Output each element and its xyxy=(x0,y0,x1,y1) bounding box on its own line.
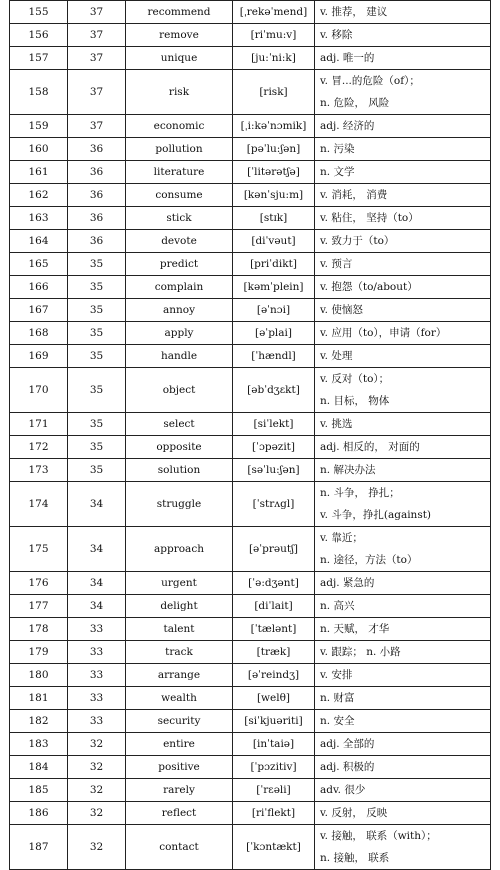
phonetic-cell: [riˈmu:v] xyxy=(233,24,315,47)
frequency-cell: 35 xyxy=(68,253,126,276)
frequency-cell: 35 xyxy=(68,276,126,299)
meaning-line: v. 抱怨（to/about） xyxy=(320,281,418,293)
meaning-cell xyxy=(315,687,491,710)
frequency-cell: 32 xyxy=(68,825,126,870)
meaning-line: n. 危险， 风险 xyxy=(320,97,390,109)
phonetic-cell: [ˈlitərətʃə] xyxy=(233,161,315,184)
meaning-cell xyxy=(315,276,491,299)
meaning-cell xyxy=(315,138,491,161)
word-cell: remove xyxy=(126,24,233,47)
row-number-cell: 161 xyxy=(10,161,68,184)
meaning-line: adj. 唯一的 xyxy=(320,52,375,64)
word-cell: economic xyxy=(126,115,233,138)
meaning-cell xyxy=(315,641,491,664)
row-number-cell: 177 xyxy=(10,595,68,618)
word-cell: apply xyxy=(126,322,233,345)
frequency-cell: 35 xyxy=(68,413,126,436)
meaning-cell xyxy=(315,161,491,184)
phonetic-cell: [stɪk] xyxy=(233,207,315,230)
row-number-cell: 179 xyxy=(10,641,68,664)
frequency-cell: 34 xyxy=(68,572,126,595)
meaning-cell xyxy=(315,664,491,687)
meaning-line: v. 消耗， 消费 xyxy=(320,189,388,201)
frequency-cell: 33 xyxy=(68,618,126,641)
meaning-line: adj. 相反的， 对面的 xyxy=(320,441,420,453)
phonetic-cell: [welθ] xyxy=(233,687,315,710)
table-row xyxy=(10,115,491,138)
meaning-line: v. 靠近； xyxy=(320,532,363,544)
meaning-line: v. 安排 xyxy=(320,669,353,681)
word-cell: security xyxy=(126,710,233,733)
phonetic-cell: [əbˈdʒɛkt] xyxy=(233,368,315,413)
phonetic-cell: [inˈtaiə] xyxy=(233,733,315,756)
row-number-cell: 185 xyxy=(10,779,68,802)
word-cell: consume xyxy=(126,184,233,207)
meaning-cell xyxy=(315,618,491,641)
frequency-cell: 37 xyxy=(68,70,126,115)
meaning-cell xyxy=(315,436,491,459)
meaning-cell xyxy=(315,413,491,436)
table-row xyxy=(10,733,491,756)
phonetic-cell: [kənˈsju:m] xyxy=(233,184,315,207)
word-cell: arrange xyxy=(126,664,233,687)
table-row xyxy=(10,345,491,368)
meaning-cell xyxy=(315,115,491,138)
row-number-cell: 163 xyxy=(10,207,68,230)
phonetic-cell: [pəˈlu:ʃən] xyxy=(233,138,315,161)
meaning-cell xyxy=(315,184,491,207)
meaning-line: v. 使恼怒 xyxy=(320,304,363,316)
frequency-cell: 32 xyxy=(68,802,126,825)
phonetic-cell: [əˈprəutʃ] xyxy=(233,527,315,572)
table-row xyxy=(10,161,491,184)
meaning-line: n. 安全 xyxy=(320,715,355,727)
word-cell: entire xyxy=(126,733,233,756)
frequency-cell: 37 xyxy=(68,47,126,70)
meaning-cell xyxy=(315,24,491,47)
frequency-cell: 32 xyxy=(68,779,126,802)
word-cell: unique xyxy=(126,47,233,70)
frequency-cell: 35 xyxy=(68,436,126,459)
phonetic-cell: [əˈreindʒ] xyxy=(233,664,315,687)
meaning-cell xyxy=(315,253,491,276)
table-row xyxy=(10,618,491,641)
word-cell: select xyxy=(126,413,233,436)
phonetic-cell: [siˈkjuəriti] xyxy=(233,710,315,733)
table-row xyxy=(10,47,491,70)
meaning-cell xyxy=(315,482,491,527)
meaning-line: adj. 积极的 xyxy=(320,761,375,773)
meaning-cell xyxy=(315,595,491,618)
meaning-cell xyxy=(315,802,491,825)
phonetic-cell: [diˈlait] xyxy=(233,595,315,618)
meaning-line: adj. 经济的 xyxy=(320,120,375,132)
meaning-cell xyxy=(315,572,491,595)
phonetic-cell: [priˈdikt] xyxy=(233,253,315,276)
frequency-cell: 36 xyxy=(68,230,126,253)
word-cell: contact xyxy=(126,825,233,870)
meaning-line: v. 推荐， 建议 xyxy=(320,6,388,18)
table-row xyxy=(10,482,491,527)
phonetic-cell: [ˈkɔntækt] xyxy=(233,825,315,870)
row-number-cell: 178 xyxy=(10,618,68,641)
table-row xyxy=(10,207,491,230)
frequency-cell: 33 xyxy=(68,687,126,710)
frequency-cell: 33 xyxy=(68,664,126,687)
table-row xyxy=(10,779,491,802)
table-row xyxy=(10,459,491,482)
meaning-cell xyxy=(315,47,491,70)
row-number-cell: 165 xyxy=(10,253,68,276)
frequency-cell: 35 xyxy=(68,459,126,482)
frequency-cell: 34 xyxy=(68,527,126,572)
phonetic-cell: [ˌrekəˈmend] xyxy=(233,1,315,24)
meaning-cell xyxy=(315,70,491,115)
row-number-cell: 176 xyxy=(10,572,68,595)
table-row xyxy=(10,572,491,595)
phonetic-cell: [ˌi:kəˈnɔmik] xyxy=(233,115,315,138)
table-row xyxy=(10,710,491,733)
meaning-line: v. 反对（to）； xyxy=(320,373,390,385)
table-row xyxy=(10,70,491,115)
meaning-cell xyxy=(315,459,491,482)
meaning-line: n. 污染 xyxy=(320,143,355,155)
row-number-cell: 162 xyxy=(10,184,68,207)
table-row xyxy=(10,825,491,870)
meaning-line: n. 解决办法 xyxy=(320,464,376,476)
row-number-cell: 158 xyxy=(10,70,68,115)
frequency-cell: 36 xyxy=(68,207,126,230)
phonetic-cell: [əˈnɔi] xyxy=(233,299,315,322)
meaning-line: n. 目标， 物体 xyxy=(320,395,390,407)
phonetic-cell: [ˈstrʌgl] xyxy=(233,482,315,527)
table-row xyxy=(10,276,491,299)
table-row xyxy=(10,664,491,687)
table-row xyxy=(10,138,491,161)
row-number-cell: 183 xyxy=(10,733,68,756)
frequency-cell: 34 xyxy=(68,482,126,527)
phonetic-cell: [ˈtælənt] xyxy=(233,618,315,641)
word-cell: rarely xyxy=(126,779,233,802)
frequency-cell: 33 xyxy=(68,710,126,733)
meaning-line: v. 处理 xyxy=(320,350,353,362)
frequency-cell: 37 xyxy=(68,24,126,47)
meaning-cell xyxy=(315,322,491,345)
meaning-line: adj. 紧急的 xyxy=(320,577,375,589)
word-cell: wealth xyxy=(126,687,233,710)
word-cell: complain xyxy=(126,276,233,299)
word-cell: approach xyxy=(126,527,233,572)
table-row xyxy=(10,322,491,345)
row-number-cell: 175 xyxy=(10,527,68,572)
table-row xyxy=(10,1,491,24)
meaning-line: v. 接触， 联系（with）； xyxy=(320,830,437,842)
row-number-cell: 173 xyxy=(10,459,68,482)
row-number-cell: 187 xyxy=(10,825,68,870)
meaning-line: v. 应用（to），申请（for） xyxy=(320,327,447,339)
word-cell: handle xyxy=(126,345,233,368)
meaning-line: v. 挑选 xyxy=(320,418,353,430)
word-cell: solution xyxy=(126,459,233,482)
meaning-cell xyxy=(315,207,491,230)
table-row xyxy=(10,802,491,825)
row-number-cell: 184 xyxy=(10,756,68,779)
phonetic-cell: [ˈhændl] xyxy=(233,345,315,368)
meaning-cell xyxy=(315,1,491,24)
frequency-cell: 32 xyxy=(68,733,126,756)
word-cell: struggle xyxy=(126,482,233,527)
word-cell: pollution xyxy=(126,138,233,161)
table-row xyxy=(10,527,491,572)
meaning-line: v. 移除 xyxy=(320,29,353,41)
meaning-line: adj. 全部的 xyxy=(320,738,375,750)
meaning-cell xyxy=(315,756,491,779)
meaning-cell xyxy=(315,299,491,322)
row-number-cell: 182 xyxy=(10,710,68,733)
table-row xyxy=(10,230,491,253)
frequency-cell: 36 xyxy=(68,138,126,161)
row-number-cell: 169 xyxy=(10,345,68,368)
table-row xyxy=(10,641,491,664)
word-cell: literature xyxy=(126,161,233,184)
frequency-cell: 34 xyxy=(68,595,126,618)
table-row xyxy=(10,184,491,207)
word-cell: delight xyxy=(126,595,233,618)
frequency-cell: 37 xyxy=(68,115,126,138)
meaning-line: n. 斗争， 挣扎； xyxy=(320,487,400,499)
phonetic-cell: [træk] xyxy=(233,641,315,664)
frequency-cell: 37 xyxy=(68,1,126,24)
word-cell: predict xyxy=(126,253,233,276)
phonetic-cell: [diˈvəut] xyxy=(233,230,315,253)
row-number-cell: 186 xyxy=(10,802,68,825)
table-row xyxy=(10,253,491,276)
frequency-cell: 35 xyxy=(68,368,126,413)
table-row xyxy=(10,299,491,322)
frequency-cell: 35 xyxy=(68,322,126,345)
meaning-cell xyxy=(315,825,491,870)
meaning-line: n. 高兴 xyxy=(320,600,355,612)
phonetic-cell: [əˈplai] xyxy=(233,322,315,345)
word-cell: annoy xyxy=(126,299,233,322)
word-cell: positive xyxy=(126,756,233,779)
meaning-line: v. 粘住， 坚持（to） xyxy=(320,212,419,224)
row-number-cell: 170 xyxy=(10,368,68,413)
row-number-cell: 160 xyxy=(10,138,68,161)
row-number-cell: 180 xyxy=(10,664,68,687)
table-row xyxy=(10,368,491,413)
word-cell: track xyxy=(126,641,233,664)
vocabulary-table xyxy=(9,0,491,870)
phonetic-cell: [siˈlekt] xyxy=(233,413,315,436)
meaning-cell xyxy=(315,230,491,253)
meaning-line: n. 天赋， 才华 xyxy=(320,623,390,635)
meaning-line: n. 文学 xyxy=(320,166,355,178)
phonetic-cell: [kəmˈplein] xyxy=(233,276,315,299)
meaning-cell xyxy=(315,779,491,802)
meaning-cell xyxy=(315,710,491,733)
row-number-cell: 166 xyxy=(10,276,68,299)
table-row xyxy=(10,24,491,47)
meaning-line: n. 财富 xyxy=(320,692,355,704)
meaning-line: v. 反射， 反映 xyxy=(320,807,388,819)
row-number-cell: 159 xyxy=(10,115,68,138)
table-row xyxy=(10,595,491,618)
frequency-cell: 36 xyxy=(68,184,126,207)
row-number-cell: 171 xyxy=(10,413,68,436)
meaning-cell xyxy=(315,733,491,756)
frequency-cell: 35 xyxy=(68,345,126,368)
row-number-cell: 156 xyxy=(10,24,68,47)
phonetic-cell: [ˈrɛəli] xyxy=(233,779,315,802)
meaning-cell xyxy=(315,368,491,413)
frequency-cell: 35 xyxy=(68,299,126,322)
word-cell: devote xyxy=(126,230,233,253)
meaning-line: v. 预言 xyxy=(320,258,353,270)
row-number-cell: 157 xyxy=(10,47,68,70)
word-cell: talent xyxy=(126,618,233,641)
meaning-line: v. 冒...的危险（of）； xyxy=(320,75,420,87)
meaning-line: adv. 很少 xyxy=(320,784,366,796)
meaning-line: v. 跟踪； n. 小路 xyxy=(320,646,401,658)
row-number-cell: 155 xyxy=(10,1,68,24)
meaning-line: v. 斗争，挣扎(against) xyxy=(320,509,432,521)
table-row xyxy=(10,687,491,710)
row-number-cell: 172 xyxy=(10,436,68,459)
table-row xyxy=(10,756,491,779)
phonetic-cell: [səˈlu:ʃən] xyxy=(233,459,315,482)
word-cell: recommend xyxy=(126,1,233,24)
meaning-cell xyxy=(315,345,491,368)
frequency-cell: 33 xyxy=(68,641,126,664)
meaning-line: n. 接触， 联系 xyxy=(320,852,390,864)
row-number-cell: 168 xyxy=(10,322,68,345)
word-cell: urgent xyxy=(126,572,233,595)
phonetic-cell: [ˈə:dʒənt] xyxy=(233,572,315,595)
word-cell: risk xyxy=(126,70,233,115)
phonetic-cell: [ju:ˈni:k] xyxy=(233,47,315,70)
word-cell: opposite xyxy=(126,436,233,459)
vocabulary-table-body xyxy=(10,1,491,870)
word-cell: object xyxy=(126,368,233,413)
vocabulary-page xyxy=(9,0,490,870)
frequency-cell: 32 xyxy=(68,756,126,779)
row-number-cell: 164 xyxy=(10,230,68,253)
meaning-cell xyxy=(315,527,491,572)
meaning-line: n. 途径，方法（to） xyxy=(320,554,418,566)
meaning-line: v. 致力于（to） xyxy=(320,235,395,247)
row-number-cell: 167 xyxy=(10,299,68,322)
phonetic-cell: [risk] xyxy=(233,70,315,115)
phonetic-cell: [ˈpɔzitiv] xyxy=(233,756,315,779)
row-number-cell: 174 xyxy=(10,482,68,527)
table-row xyxy=(10,413,491,436)
row-number-cell: 181 xyxy=(10,687,68,710)
phonetic-cell: [riˈflekt] xyxy=(233,802,315,825)
frequency-cell: 36 xyxy=(68,161,126,184)
word-cell: stick xyxy=(126,207,233,230)
word-cell: reflect xyxy=(126,802,233,825)
phonetic-cell: [ˈɔpəzit] xyxy=(233,436,315,459)
table-row xyxy=(10,436,491,459)
